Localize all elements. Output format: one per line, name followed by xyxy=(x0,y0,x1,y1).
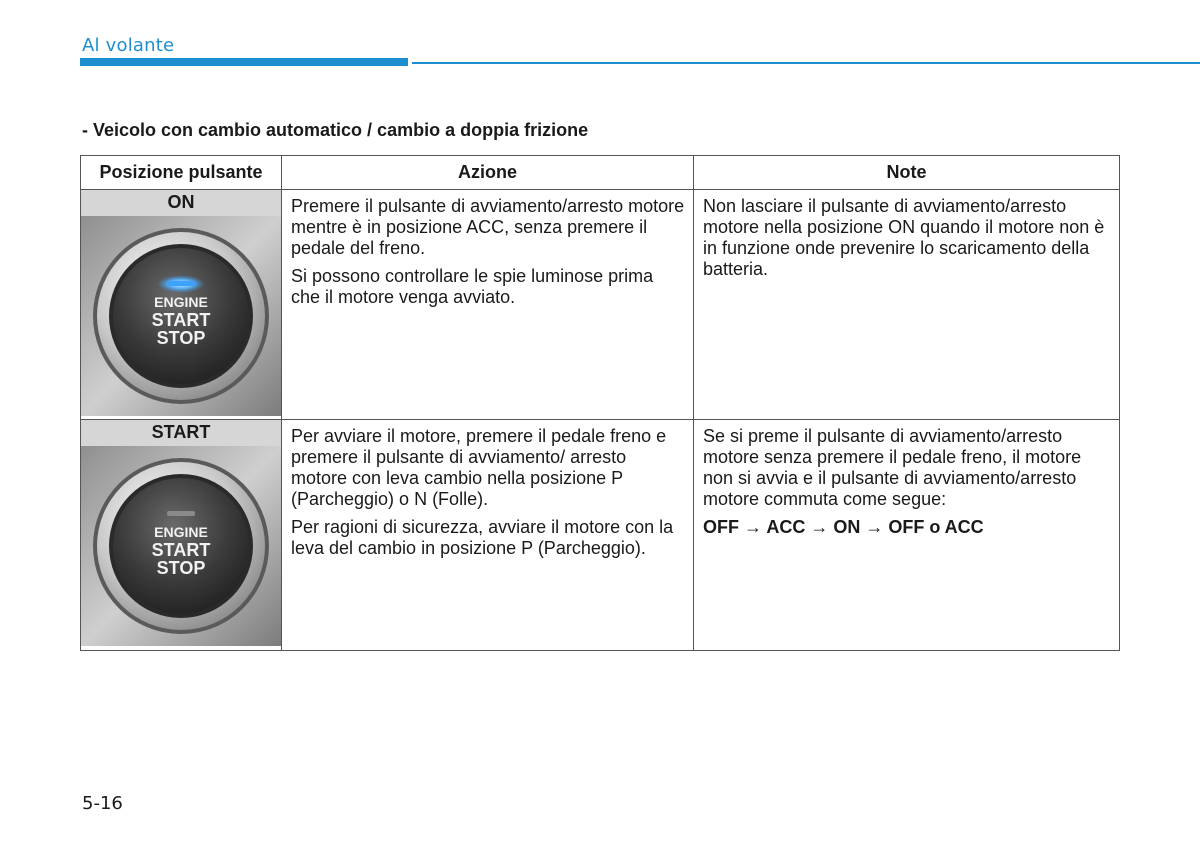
action-paragraph: Premere il pulsante di avviamento/arresto motore mentre è in posizione ACC, senza premere il pedale del freno. xyxy=(291,196,685,258)
action-cell xyxy=(282,190,694,420)
header-rule-thick xyxy=(80,58,408,66)
indicator-light-off xyxy=(167,511,195,516)
action-paragraph: Per avviare il motore, premere il pedale freno e premere il pulsante di avviamento/ arresto motore con leva cambio nella posizione P (Parcheggio) o N (Folle). xyxy=(291,426,667,509)
subheading: - Veicolo con cambio automatico / cambio a doppia frizione xyxy=(82,120,589,140)
engine-start-stop-button-icon xyxy=(81,446,281,646)
note-cell xyxy=(694,190,1120,420)
column-header-note: Note xyxy=(694,156,1120,190)
button-label-line: STOP xyxy=(156,558,206,578)
button-position-table xyxy=(80,155,1120,651)
button-label-line: START xyxy=(151,310,211,330)
engine-start-stop-button-icon xyxy=(81,216,281,416)
table-row xyxy=(81,190,1120,420)
action-paragraph: Si possono controllare le spie luminose prima che il motore venga avviato. xyxy=(291,266,654,307)
position-cell xyxy=(81,420,282,651)
state-sequence: OFF → ACC → ON → OFF o ACC xyxy=(703,517,984,537)
header-rule-thin xyxy=(412,62,1200,64)
button-label-line: ENGINE xyxy=(154,294,208,310)
note-paragraph: Non lasciare il pulsante di avviamento/arresto motore nella posizione ON quando il motore non è in funzione onde prevenire lo scaricamento della batteria. xyxy=(703,196,1105,279)
position-label: START xyxy=(81,420,281,446)
column-header-position: Posizione pulsante xyxy=(81,156,282,190)
note-paragraph: Se si preme il pulsante di avviamento/arresto motore senza premere il pedale freno, il motore non si avvia e il pulsante di avviamento/arresto motore commuta come segue: xyxy=(703,426,1082,509)
button-label-line: START xyxy=(151,540,211,560)
column-header-action: Azione xyxy=(282,156,694,190)
page-number: 5-16 xyxy=(82,793,123,814)
button-label-line: STOP xyxy=(156,328,206,348)
section-title: Al volante xyxy=(82,35,175,56)
button-label-line: ENGINE xyxy=(154,524,208,540)
position-cell xyxy=(81,190,282,420)
position-label: ON xyxy=(81,190,281,216)
table-header-row xyxy=(81,156,1120,190)
action-cell xyxy=(282,420,694,651)
action-paragraph: Per ragioni di sicurezza, avviare il motore con la leva del cambio in posizione P (Parcheggio). xyxy=(291,517,674,558)
note-cell xyxy=(694,420,1120,651)
table-row xyxy=(81,420,1120,651)
